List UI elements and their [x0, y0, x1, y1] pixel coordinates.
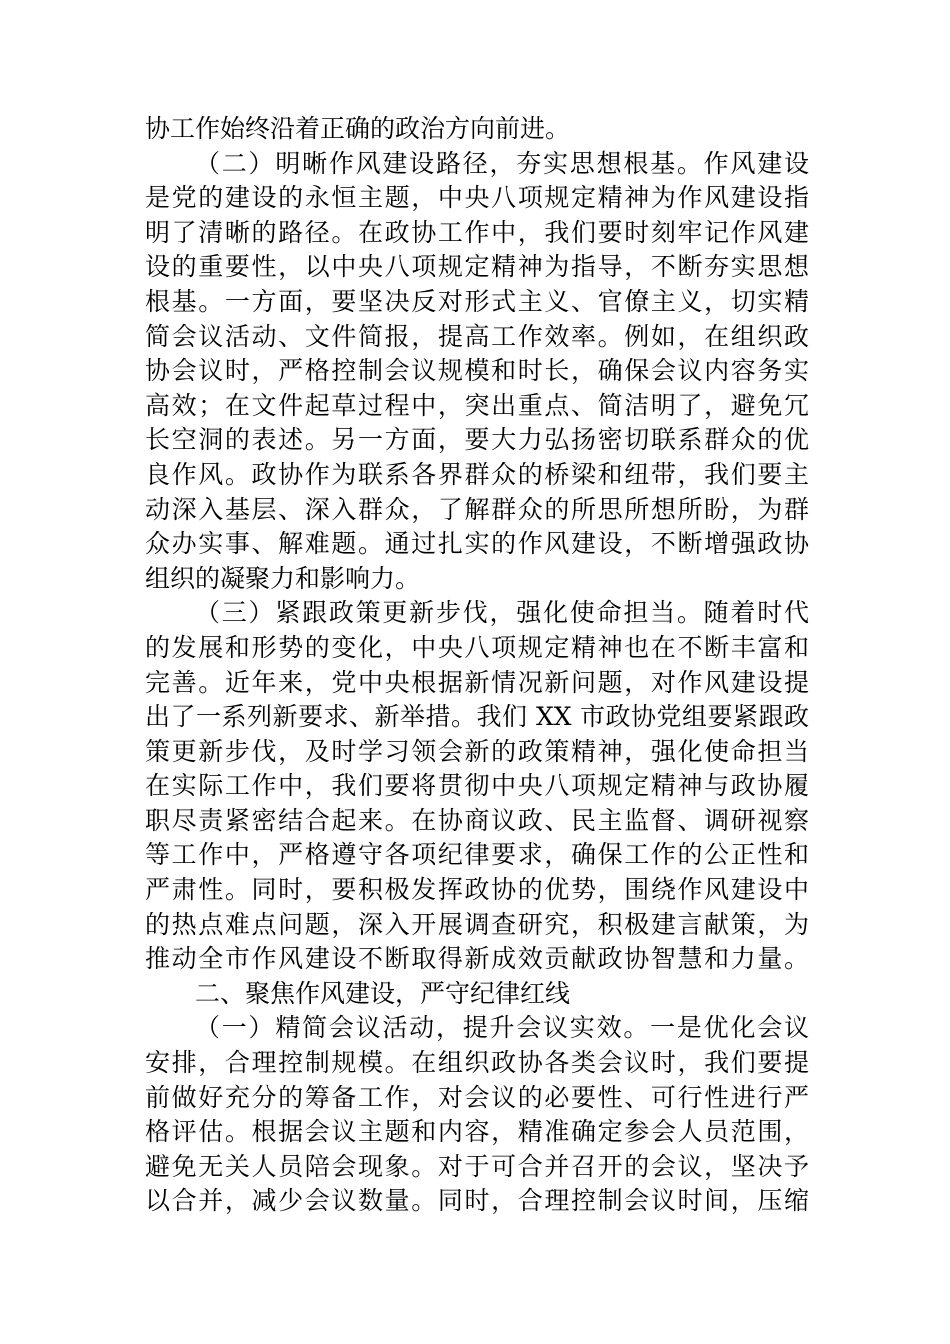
text-line: 等工作中，严格遵守各项纪律要求，确保工作的公正性和 [145, 840, 809, 870]
text-line: 组织的凝聚力和影响力。 [145, 563, 421, 593]
text-line: 是党的建设的永恒主题，中央八项规定精神为作风建设指 [145, 183, 809, 213]
text-line: 协工作始终沿着正确的政治方向前进。 [145, 114, 571, 143]
text-line: （一）精简会议活动，提升会议实效。一是优化会议 [195, 1013, 809, 1043]
text-line: 格评估。根据会议主题和内容，精准确定参会人员范围， [145, 1117, 809, 1147]
text-line: 职尽责紧密结合起来。在协商议政、民主监督、调研视察 [145, 805, 809, 835]
body-text [145, 112, 809, 1219]
text-line: 在实际工作中，我们要将贯彻中央八项规定精神与政协履 [145, 771, 809, 801]
text-line: 安排，合理控制规模。在组织政协各类会议时，我们要提 [145, 1048, 809, 1078]
text-line: 以合并，减少会议数量。同时，合理控制会议时间，压缩 [145, 1186, 809, 1216]
text-line: 根基。一方面，要坚决反对形式主义、官僚主义，切实精 [145, 286, 809, 316]
text-line: 简会议活动、文件简报，提高工作效率。例如，在组织政 [145, 321, 809, 351]
text-line: 策更新步伐，及时学习领会新的政策精神，强化使命担当 [145, 736, 809, 766]
text-line: 高效；在文件起草过程中，突出重点、简洁明了，避免冗 [145, 390, 809, 420]
text-line: 良作风。政协作为联系各界群众的桥梁和纽带，我们要主 [145, 459, 809, 489]
text-line: 的发展和形势的变化，中央八项规定精神也在不断丰富和 [145, 632, 809, 662]
text-line: （三）紧跟政策更新步伐，强化使命担当。随着时代 [195, 598, 809, 628]
text-line: 动深入基层、深入群众，了解群众的所思所想所盼，为群 [145, 494, 809, 524]
text-line: 设的重要性，以中央八项规定精神为指导，不断夯实思想 [145, 252, 809, 282]
text-line: 严肃性。同时，要积极发挥政协的优势，围绕作风建设中 [145, 875, 809, 905]
text-line: 的热点难点问题，深入开展调查研究，积极建言献策，为 [145, 909, 809, 939]
text-line: 二、聚焦作风建设，严守纪律红线 [195, 978, 571, 1008]
text-line: 协会议时，严格控制会议规模和时长，确保会议内容务实 [145, 356, 809, 386]
text-line: 明了清晰的路径。在政协工作中，我们要时刻牢记作风建 [145, 217, 809, 247]
text-line: 出了一系列新要求、新举措。我们 XX 市政协党组要紧跟政 [145, 702, 809, 732]
text-line: 前做好充分的筹备工作，对会议的必要性、可行性进行严 [145, 1082, 809, 1112]
text-line: 众办实事、解难题。通过扎实的作风建设，不断增强政协 [145, 529, 809, 559]
text-line: 推动全市作风建设不断取得新成效贡献政协智慧和力量。 [145, 944, 809, 974]
text-line: 长空洞的表述。另一方面，要大力弘扬密切联系群众的优 [145, 425, 809, 455]
text-line: 避免无关人员陪会现象。对于可合并召开的会议，坚决予 [145, 1151, 809, 1181]
text-line: 完善。近年来，党中央根据新情况新问题，对作风建设提 [145, 667, 809, 697]
text-line: （二）明晰作风建设路径，夯实思想根基。作风建设 [195, 148, 809, 178]
